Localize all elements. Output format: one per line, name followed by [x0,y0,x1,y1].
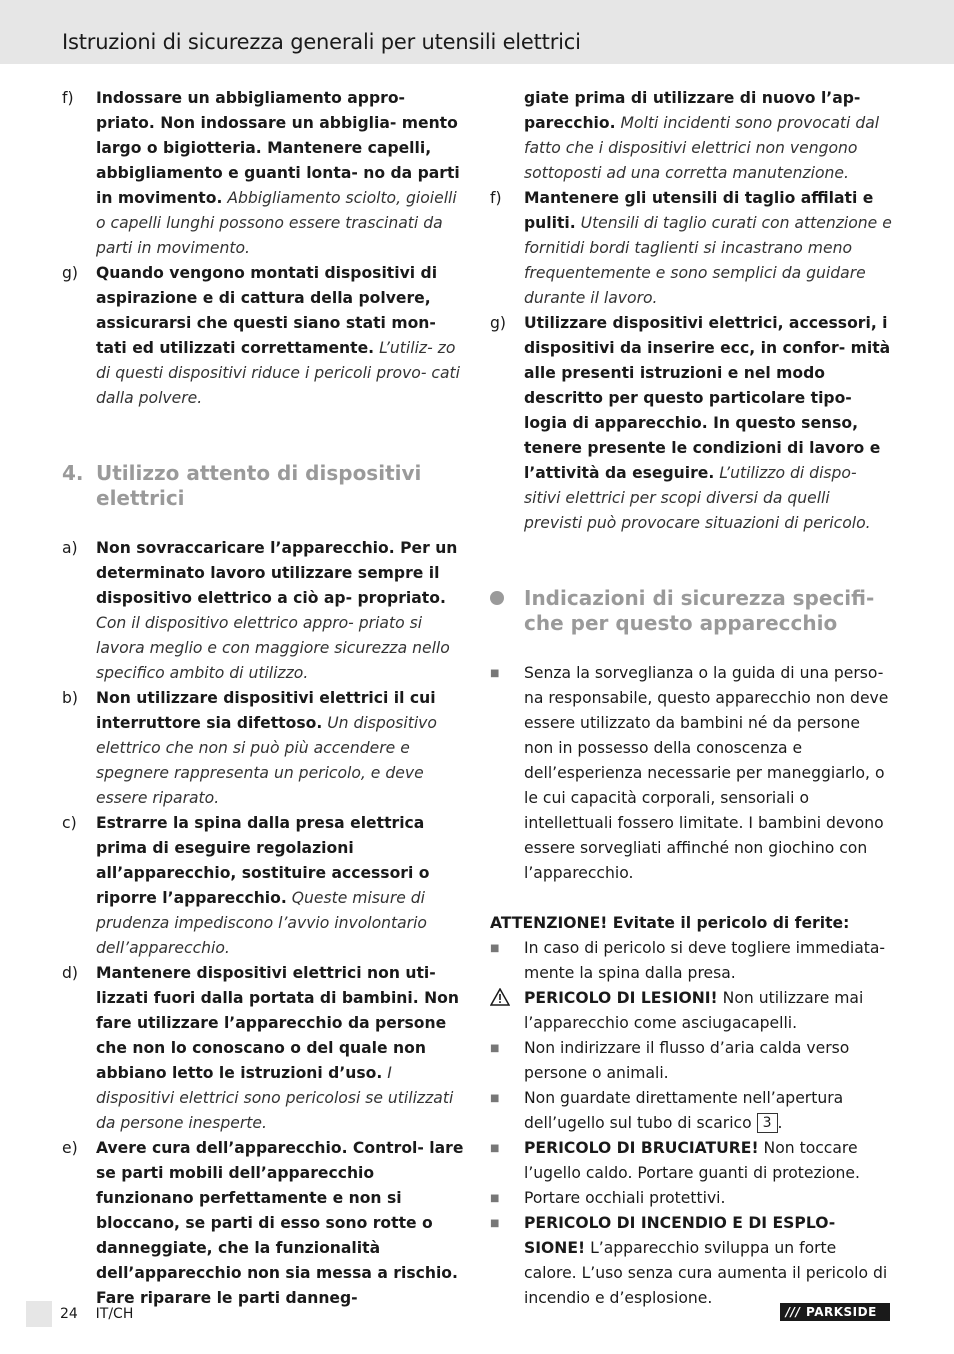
list-item-supervision [490,661,892,886]
warning-triangle-icon [490,988,510,1014]
list-item-f [62,86,464,261]
footer-page-box [26,1301,52,1327]
list-item-a [62,536,464,686]
logo-text: PARKSIDE [806,1305,877,1319]
list-item-airflow [490,1036,892,1086]
item-italic-text: Queste misure di prudenza impediscono l’avvio involontario dell’apparecchio. [96,889,427,957]
list-item-d [62,961,464,1136]
item-bold-text: Non sovraccaricare l’apparecchio. Per un determinato lavoro utilizzare sempre il dispositivo elettrico a ciò ap- propriato. [96,539,458,607]
item-italic-text: Molti incidenti sono provocati dal fatto che i dispositivi elettrici non vengono sottoposti ad una corretta manutenzione. [524,114,880,182]
list-item-e-continued [490,86,892,186]
item-bold-text: giate prima di utilizzare di nuovo l’ap- parecchio. [524,89,861,132]
item-bold-text: Estrarre la spina dalla presa elettrica prima di eseguire regolazioni all’apparecchio, sostituire accessori o riporre l’apparecchio. [96,814,430,907]
item-bold-text: Quando vengono montati dispositivi di aspirazione e di cattura della polvere, assicurarsi che questi siano stati mon- tati ed utilizzati correttamente. [96,264,438,357]
item-marker: g) [490,314,506,332]
logo-slashes: /// [785,1305,801,1319]
item-italic-text: L’utilizzo di dispo- sitivi elettrici per scopi diversi da quelli previsti può provocare situazioni di pericolo. [524,464,871,532]
item-marker: a) [62,539,78,557]
item-text: Non indirizzare il flusso d’aria calda verso persone o animali. [524,1039,850,1082]
bullet-square-icon: ■ [490,1143,500,1154]
item-bold-text: Mantenere dispositivi elettrici non uti- lizzati fuori dalla portata di bambini. Non fare utilizzare l’apparecchio da persone che non lo conoscano o del quale non abbiano letto le istruzioni d’uso. [96,964,459,1082]
list-item-nozzle [490,1086,892,1136]
item-text: Non toccare l’ugello caldo. Portare guanti di protezione. [524,1139,860,1182]
item-text: L’apparecchio sviluppa un forte calore. L’uso senza cura aumenta il pericolo di incendio e d’esplosione. [524,1239,888,1307]
list-item-c [62,811,464,961]
item-bold-text: PERICOLO DI INCENDIO E DI ESPLO- SIONE! [524,1214,836,1257]
item-marker: b) [62,689,78,707]
item-marker: g) [62,264,78,282]
section-number: 4. [62,461,84,485]
item-text: Non utilizzare mai l’apparecchio come asciugacapelli. [524,989,864,1032]
item-italic-text: Abbigliamento sciolto, gioielli o capelli lunghi possono essere trascinati da parti in movimento. [96,189,457,257]
item-italic-text: I dispositivi elettrici sono pericolosi se utilizzati da persone inesperte. [96,1064,454,1132]
page-number: 24 [60,1306,78,1322]
item-italic-text: Con il dispositivo elettrico appro- priato si lavora meglio e con maggiore sicurezza nello specifico ambito di utilizzo. [96,614,450,682]
item-bold-text: Non utilizzare dispositivi elettrici il cui interruttore sia difettoso. [96,689,436,732]
item-italic-text: Un dispositivo elettrico che non si può più accendere e spegnere rappresenta un pericolo, e deve essere riparato. [96,714,437,807]
list-item-fire [490,1211,892,1311]
item-italic-text: Utensili di taglio curati con attenzione e fornitidi bordi taglienti si incastrano meno frequentemente e sono semplici da guidare durante il lavoro. [524,214,892,307]
item-bold-text: PERICOLO DI BRUCIATURE! [524,1139,759,1157]
attention-text: ATTENZIONE! Evitate il pericolo di ferite: [490,914,850,932]
section-title-text: Utilizzo attento di dispositivi elettrici [96,461,422,510]
item-bold-text: Indossare un abbigliamento appro- priato. Non indossare un abbiglia- mento largo o bigiotteria. Mantenere capelli, abbigliamento e guanti lonta- no da parti in movimento. [96,89,460,207]
footer-page-info [60,1306,133,1322]
bullet-square-icon: ■ [490,1093,500,1104]
item-text: Senza la sorveglianza o la guida di una perso- na responsabile, questo apparecchio non deve essere utilizzato da bambini né da persone non in possesso della conoscenza e dell’esperienza necessarie per maneggiarlo, o le cui capacità corporali, sensoriali o intellettuali fossero limitate. I bambini devono essere sorvegliati affinché non giochino con l’apparecchio. [524,664,889,882]
bullet-square-icon: ■ [490,668,500,679]
list-item-f [490,186,892,311]
item-bold-text: Mantenere gli utensili di taglio affilati e puliti. [524,189,874,232]
list-item-unplug [490,936,892,986]
section-heading-4 [62,461,464,511]
right-column [490,86,892,1311]
item-marker: f) [62,89,74,107]
list-item-g [490,311,892,536]
attention-heading [490,911,892,936]
item-bold-text: Avere cura dell’apparecchio. Control- lare se parti mobili dell’apparecchio funzionano perfettamente e non si bloccano, se parti di esso sono rotte o danneggiate, che la funzionalità dell’apparecchio non sia messa a rischio. Fare riparare le parti danneg- [96,1139,464,1307]
item-text: Non guardate direttamente nell’apertura dell’ugello sul tubo di scarico [524,1089,844,1132]
bullet-square-icon: ■ [490,1043,500,1054]
list-item-burn [490,1136,892,1186]
left-column [62,86,464,1311]
bullet-square-icon: ■ [490,1218,500,1229]
item-text: In caso di pericolo si deve togliere immediata- mente la spina dalla presa. [524,939,886,982]
item-marker: f) [490,189,502,207]
page-header [0,0,954,64]
list-item-e [62,1136,464,1311]
page-title: Istruzioni di sicurezza generali per utensili elettrici [62,30,581,54]
item-bold-text: PERICOLO DI LESIONI! [524,989,718,1007]
list-item-g [62,261,464,411]
item-marker: d) [62,964,78,982]
locale-label: IT/CH [95,1306,134,1322]
item-text-end: . [777,1114,783,1132]
item-marker: e) [62,1139,78,1157]
part-reference-box: 3 [757,1113,778,1133]
item-italic-text: L’utiliz- zo di questi dispositivi riduce i pericoli provo- cati dalla polvere. [96,339,460,407]
bullet-square-icon: ■ [490,1193,500,1204]
item-bold-text: Utilizzare dispositivi elettrici, accessori, i dispositivi da inserire ecc, in confor- mità alle presenti istruzioni e nel modo descritto per questo particolare tipo- logia di apparecchio. In questo senso, tenere presente le condizioni di lavoro e l’attività da eseguire. [524,314,891,482]
section-heading-specific [490,586,892,636]
bullet-square-icon: ■ [490,943,500,954]
parkside-logo [780,1303,890,1321]
item-text: Portare occhiali protettivi. [524,1189,726,1207]
item-marker: c) [62,814,77,832]
list-item-injury-warning [490,986,892,1036]
list-item-b [62,686,464,811]
list-item-goggles [490,1186,892,1211]
section-title-text: Indicazioni di sicurezza specifi- che per questo apparecchio [524,586,875,635]
section-dot-icon [490,591,504,605]
